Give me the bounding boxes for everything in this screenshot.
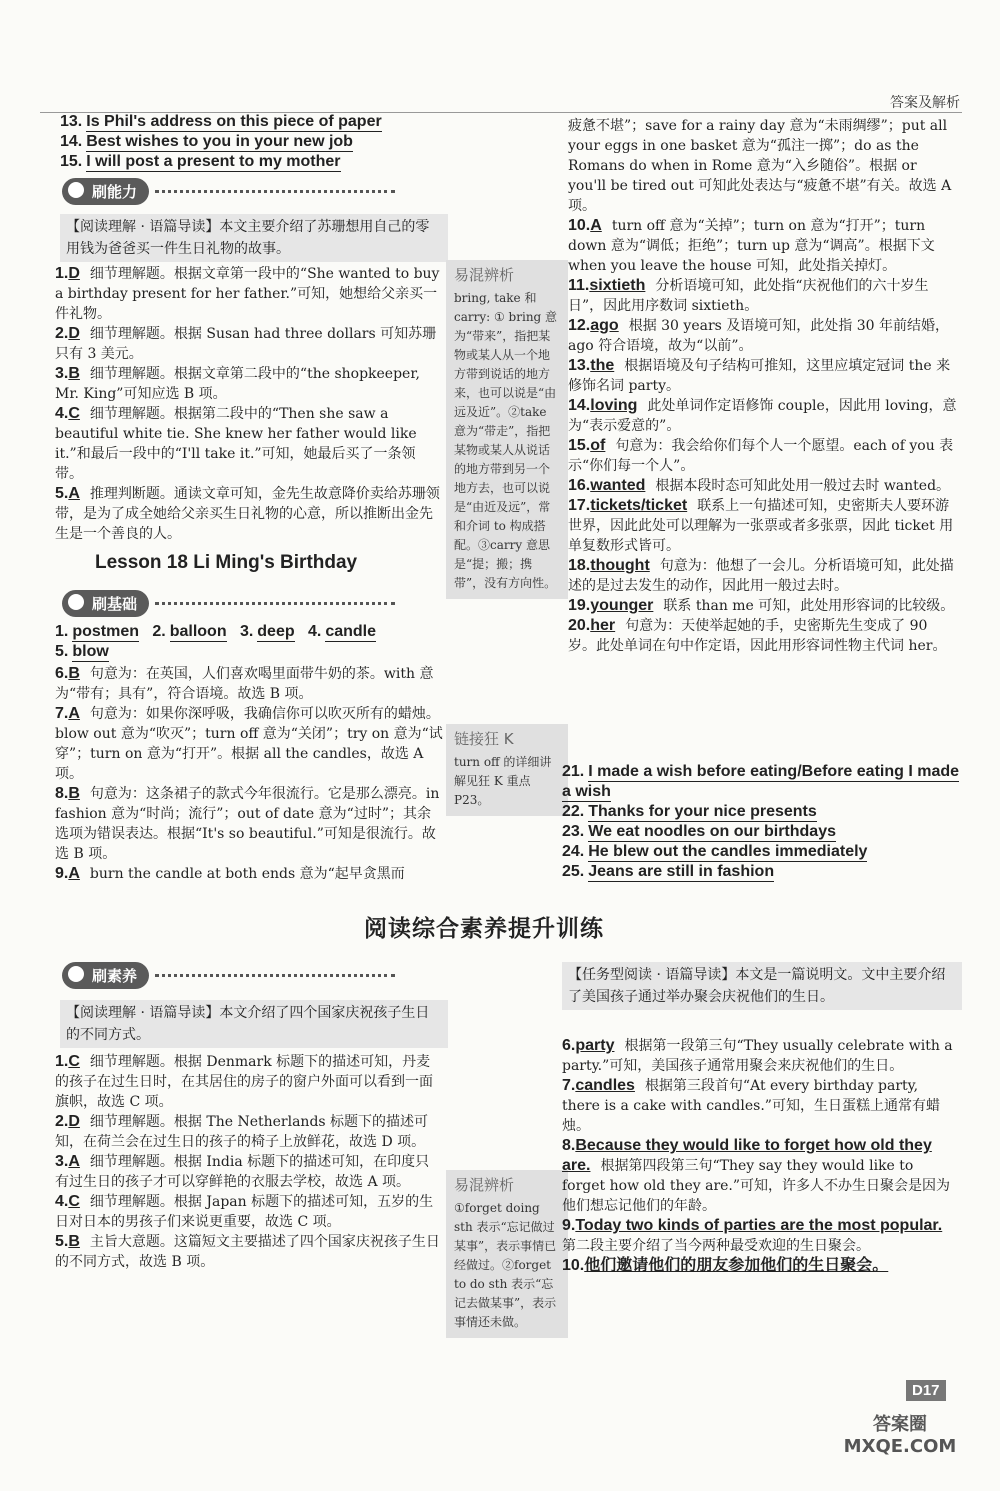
answer-item: 8.Because they would like to forget how old they are. 根据第四段第三句“They say they would like to forget how old they are.”可知，许多人不办生日聚会是因为他们想忘记他们的年龄。 [562, 1137, 951, 1214]
answer-item: 12.ago 根据 30 years 及语境可知，此处指 30 年前结婚，ago 符合语境，故为“以前”。 [568, 317, 949, 354]
answer-item: 8.B 句意为：这条裙子的款式今年很流行。它是那么漂亮。in fashion 意为“时尚；流行”；out of date 意为“过时”；其余选项为错误表达。根据“It's so beautiful.”可知是很流行。故选 B 项。 [55, 785, 440, 862]
answer-item: 18.thought 句意为：他想了一会儿。分析语境可知，此处描述的是过去发生的动作，因此用一般过去时。 [568, 557, 954, 594]
answers-top [60, 112, 450, 172]
left-answers-1 [55, 264, 443, 544]
task-reading-guide-box: 【任务型阅读 · 语篇导读】本文是一篇说明文。文中主要介绍了美国孩子通过举办聚会庆祝他们的生日。 [562, 962, 962, 1010]
section-badge-basics: 刷基础 [62, 590, 395, 617]
left-answers-3 [55, 1052, 443, 1272]
right-answers-written [562, 762, 962, 882]
answer-item: 3.A 细节理解题。根据 India 标题下的描述可知，在印度只有过生日的孩子才可以穿鲜艳的衣服去学校，故选 A 项。 [55, 1153, 430, 1190]
answer-item: 16.wanted 根据本段时态可知此处用一般过去时 wanted。 [568, 477, 951, 494]
basics-answers [55, 622, 445, 662]
reading-guide-box: 【阅读理解 · 语篇导读】本文主要介绍了苏珊想用自己的零用钱为爸爸买一件生日礼物的故事。 [60, 214, 448, 262]
answer-line: 5. blow [55, 643, 109, 660]
answer-item: 4.C 细节理解题。根据第二段中的“Then she saw a beautiful white tie. She knew her father would like it.”和最后一段中的“I'll take it.”可知，她最后买了一条领带。 [55, 405, 417, 482]
answer-item: 5.B 主旨大意题。这篇短文主要描述了四个国家庆祝孩子生日的不同方式，故选 B 项。 [55, 1233, 440, 1270]
right-answers-1 [568, 116, 958, 656]
sidebar-forget-usage: 易混辨析 ①forget doing sth 表示“忘记做过某事”，表示事情已经做过。②forget to do sth 表示“忘记去做某事”，表示事情还未做。 [446, 1170, 568, 1338]
answer-item: 9.Today two kinds of parties are the most popular.第二段主要介绍了当今两种最受欢迎的生日聚会。 [562, 1217, 943, 1254]
lesson-title: Lesson 18 Li Ming's Birthday [95, 552, 358, 573]
answer-item: 11.sixtieth 分析语境可知，此处指“庆祝他们的六十岁生日”，因此用序数词 sixtieth。 [568, 277, 929, 314]
answer-line: 15. I will post a present to my mother [60, 153, 341, 170]
left-answers-2 [55, 664, 443, 884]
answer-item: 3.B 细节理解题。根据文章第二段中的“the shopkeeper, Mr. King”可知应选 B 项。 [55, 365, 420, 402]
answer-line: 25. Jeans are still in fashion [562, 863, 775, 880]
answer-item: 20.her 句意为：天使举起她的手，史密斯先生变成了 90 岁。此处单词在句中作定语，因此用形容词性物主代词 her。 [568, 617, 947, 654]
page-header-title: 答案及解析 [890, 95, 960, 111]
answer-item: 9.A burn the candle at both ends 意为“起早贪黑而 [55, 865, 405, 882]
answer-line: 13. Is Phil's address on this piece of paper [60, 113, 382, 130]
answer-line: 1. postmen 2. balloon 3. deep 4. candle [55, 623, 376, 640]
answer-item: 7.A 句意为：如果你深呼吸，我确信你可以吹灭所有的蜡烛。blow out 意为“吹灭”；turn off 意为“关闭”；try on 意为“试穿”；turn on 意为“打开”。根据 all the candles，故选 A 项。 [55, 705, 443, 782]
page-number: D17 [906, 1380, 946, 1401]
answer-item: 19.younger 联系 than me 可知，此处用形容词的比较级。 [568, 597, 955, 614]
answer-item: 15.of 句意为：我会给你们每个人一个愿望。each of you 表示“你们每一个人”。 [568, 437, 954, 474]
answer-item: 10.他们邀请他们的朋友参加他们的生日聚会。 [562, 1257, 889, 1274]
section-title: 阅读综合素养提升训练 [364, 916, 604, 942]
answer-line: 21. I made a wish before eating/Before eating I made a wish [562, 763, 960, 800]
dotted-rule [155, 190, 395, 193]
section-badge-ability: 刷能力 [62, 178, 395, 205]
answer-line: 22. Thanks for your nice presents [562, 803, 817, 820]
answer-item: 6.B 句意为：在英国，人们喜欢喝里面带牛奶的茶。with 意为“带有；具有”，符合语境。故选 B 项。 [55, 665, 434, 702]
answer-item: 1.C 细节理解题。根据 Denmark 标题下的描述可知，丹麦的孩子在过生日时，在其居住的房子的窗户外面可以看到一面旗帜，故选 C 项。 [55, 1053, 433, 1110]
answer-item: 疲惫不堪”；save for a rainy day 意为“未雨绸缪”；put all your eggs in one basket 意为“孤注一掷”；do as the Romans do when in Rome 意为“入乡随俗”。根据 or you'll be tired out 可知此处表达与“疲惫不堪”有关。故选 A 项。 [568, 118, 952, 214]
answer-item: 7.candles 根据第三段首句“At every birthday party, there is a cake with candles.”可知，生日蛋糕上通常有蜡烛。 [562, 1077, 940, 1134]
answer-item: 14.loving 此处单词作定语修饰 couple，因此用 loving，意为“表示爱意的”。 [568, 397, 957, 434]
watermark-logo: 答案圈 MXQE.COM [843, 1414, 957, 1457]
answer-item: 4.C 细节理解题。根据 Japan 标题下的描述可知，五岁的生日对日本的男孩子们来说更重要，故选 C 项。 [55, 1193, 434, 1230]
right-answers-2 [562, 1036, 956, 1276]
answer-line: 23. We eat noodles on our birthdays [562, 823, 836, 840]
answer-item: 17.tickets/ticket 联系上一句描述可知，史密斯夫人要环游世界，因此此处可以理解为一张票或者多张票，因此 ticket 用单复数形式皆可。 [568, 497, 954, 554]
answer-item: 1.D 细节理解题。根据文章第一段中的“She wanted to buy a birthday present for her father.”可知，她想给父亲买一件礼物。 [55, 265, 440, 322]
answer-item: 10.A turn off 意为“关掉”；turn on 意为“打开”；turn down 意为“调低；拒绝”；turn up 意为“调高”。根据下文 when you leave the house 可知，此处指关掉灯。 [568, 217, 935, 274]
answer-item: 6.party 根据第一段第三句“They usually celebrate with a party.”可知，美国孩子通常用聚会来庆祝他们的生日。 [562, 1037, 953, 1074]
dotted-rule [155, 602, 395, 605]
answer-line: 14. Best wishes to you in your new job [60, 133, 353, 150]
section-badge-literacy: 刷素养 [62, 962, 395, 989]
sidebar-link-k: 链接狂 K turn off 的详细讲解见狂 K 重点 P23。 [446, 724, 568, 816]
answer-item: 5.A 推理判断题。通读文章可知，金先生故意降价卖给苏珊领带，是为了成全她给父亲买生日礼物的心意，所以推断出金先生是一个善良的人。 [55, 485, 440, 542]
answer-item: 13.the 根据语境及句子结构可推知，这里应填定冠词 the 来修饰名词 party。 [568, 357, 951, 394]
reading-guide-box-2: 【阅读理解 · 语篇导读】本文介绍了四个国家庆祝孩子生日的不同方式。 [60, 1000, 448, 1048]
answer-line: 24. He blew out the candles immediately [562, 843, 868, 860]
dotted-rule [155, 974, 395, 977]
sidebar-confusable-words: 易混辨析 bring, take 和 carry: ① bring 意为“带来”，指把某物或某人从一个地方带到说话的地方来，也可以说是“由远及近”。②take 意为“带走”，指把某物或某人从说话的地方带到另一个地方去，也可以说是“由近及远”，常和介词 to 构成搭配。③carry 意思是“提；搬；携带”，没有方向性。 [446, 260, 568, 599]
answer-item: 2.D 细节理解题。根据 Susan had three dollars 可知苏珊只有 3 美元。 [55, 325, 437, 362]
answer-item: 2.D 细节理解题。根据 The Netherlands 标题下的描述可知，在荷兰会在过生日的孩子的椅子上放鲜花，故选 D 项。 [55, 1113, 429, 1150]
